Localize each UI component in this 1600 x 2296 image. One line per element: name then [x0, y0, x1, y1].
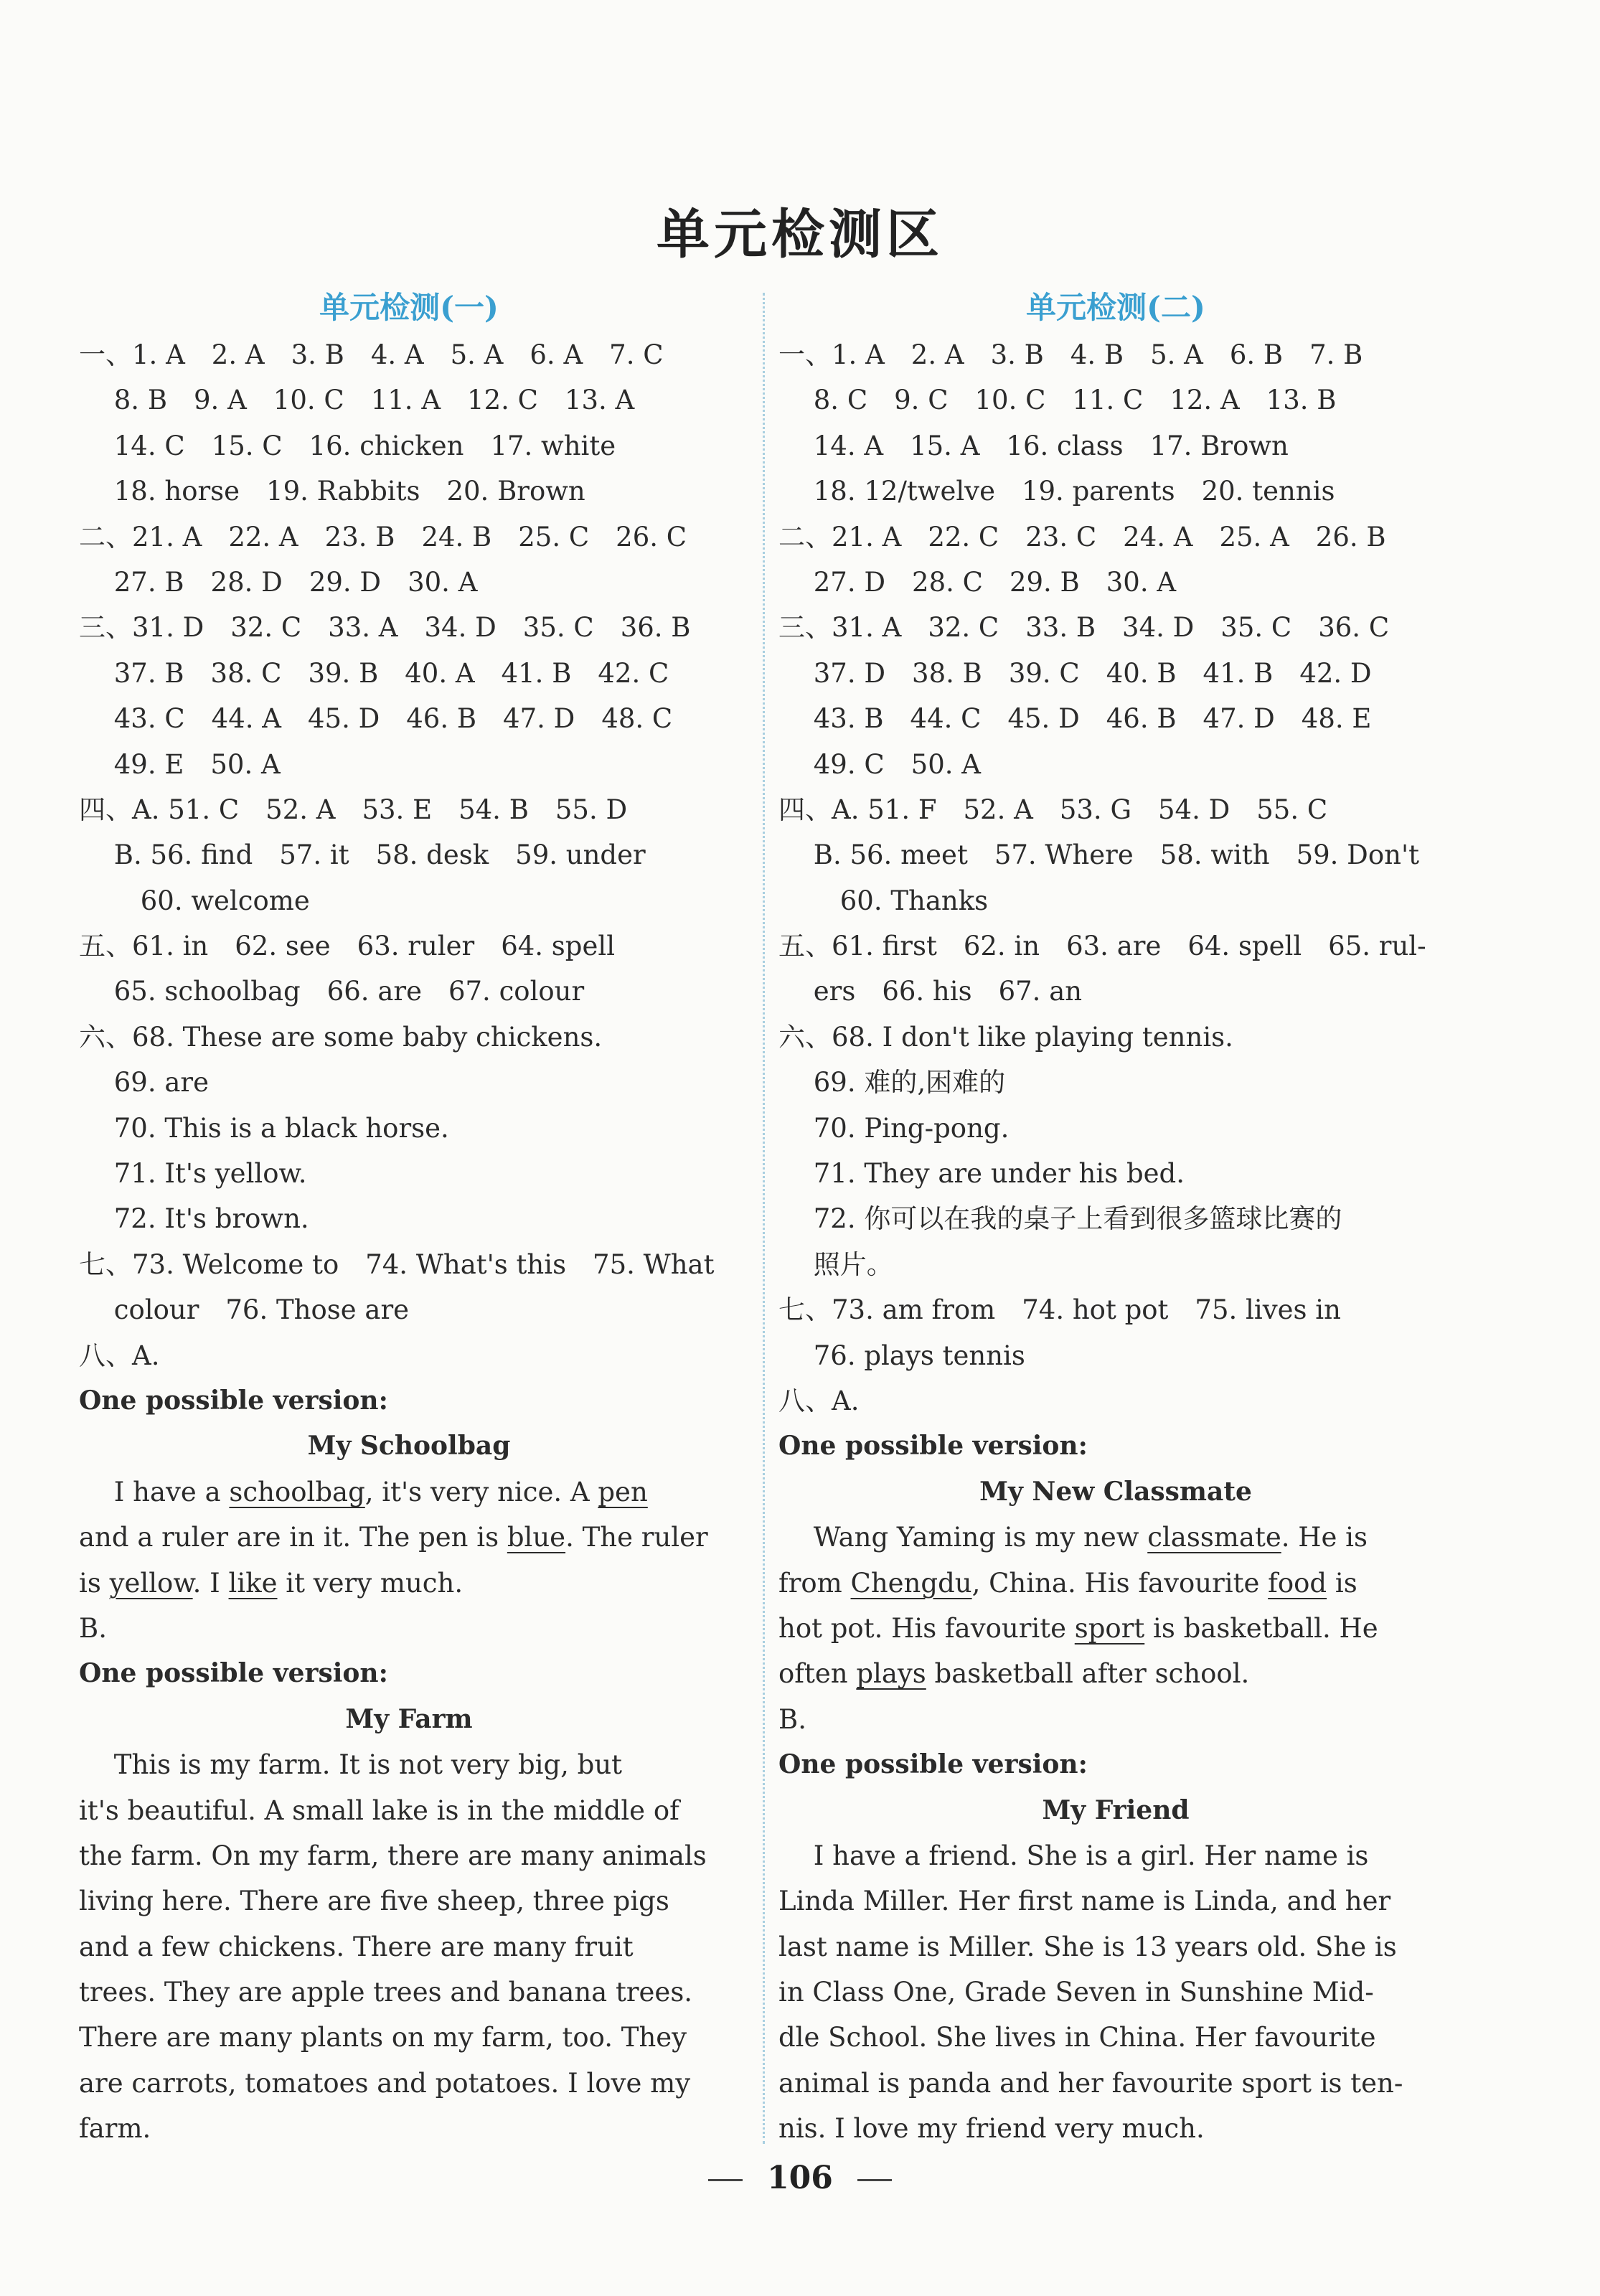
- essay-line: I have a friend. She is a girl. Her name is: [778, 1840, 1369, 1871]
- answer-line: 71. It's yellow.: [79, 1158, 307, 1190]
- possible-version-label: One possible version:: [778, 1431, 1088, 1462]
- essay-text: basketball after school.: [926, 1658, 1250, 1690]
- answer-line: 照片。: [778, 1248, 893, 1280]
- answer-line: B. 56. find 57. it 58. desk 59. under: [79, 839, 646, 871]
- essay-line: nis. I love my friend very much.: [778, 2113, 1205, 2145]
- answer-line: 三、31. A 32. C 33. B 34. D 35. C 36. C: [778, 612, 1390, 644]
- essay-text: I have a: [79, 1476, 230, 1507]
- essay-line: trees. They are apple trees and banana trees.: [79, 1977, 693, 2008]
- answer-line: 43. C 44. A 45. D 46. B 47. D 48. C: [79, 703, 673, 735]
- answer-line: 70. This is a black horse.: [79, 1112, 449, 1144]
- answer-line: 69. are: [79, 1067, 210, 1098]
- answer-line: 27. B 28. D 29. D 30. A: [79, 566, 478, 598]
- essay-b-body: [79, 1742, 739, 2152]
- essay-text: often: [778, 1658, 857, 1690]
- answer-line: 49. E 50. A: [79, 748, 281, 780]
- essay-text: it very much.: [277, 1567, 463, 1599]
- underlined-word: pen: [598, 1476, 648, 1507]
- answer-line: 8. B 9. A 10. C 11. A 12. C 13. A: [79, 385, 635, 416]
- essay-title: My New Classmate: [979, 1476, 1252, 1507]
- answer-line: 14. C 15. C 16. chicken 17. white: [79, 430, 616, 461]
- section-title: 单元检测(一): [319, 290, 499, 325]
- answer-line: 37. D 38. B 39. C 40. B 41. B 42. D: [778, 657, 1372, 689]
- essay-text: . I: [192, 1567, 229, 1599]
- answer-line: 二、21. A 22. A 23. B 24. B 25. C 26. C: [79, 521, 687, 552]
- column-divider: [763, 293, 765, 2144]
- essay-title: My Farm: [345, 1703, 473, 1734]
- page-number-text: 106: [767, 2160, 833, 2196]
- possible-version-label: One possible version:: [79, 1658, 388, 1689]
- essay-line: and a few chickens. There are many fruit: [79, 1931, 634, 1962]
- answer-line: 72. It's brown.: [79, 1203, 309, 1235]
- essay-text: is: [79, 1567, 110, 1599]
- answer-line: 60. welcome: [79, 885, 310, 916]
- essay-title: My Friend: [1042, 1794, 1190, 1825]
- part-b-label: B.: [778, 1703, 806, 1735]
- essay-text: Wang Yaming is my new: [778, 1522, 1148, 1553]
- answer-line: ers 66. his 67. an: [778, 976, 1083, 1007]
- essay-line: There are many plants on my farm, too. They: [79, 2022, 687, 2053]
- essay-title: My Schoolbag: [307, 1431, 511, 1462]
- essay-b-body: [778, 1833, 1453, 2152]
- essay-line: [778, 1561, 1453, 1606]
- answer-line: 69. 难的,困难的: [778, 1067, 1006, 1098]
- answer-line: 72. 你可以在我的桌子上看到很多篮球比赛的: [778, 1203, 1342, 1235]
- essay-line: the farm. On my farm, there are many animals: [79, 1840, 707, 1871]
- essay-text: . He is: [1281, 1522, 1368, 1553]
- essay-text: hot pot. His favourite: [778, 1612, 1075, 1644]
- essay-text: . The ruler: [565, 1522, 708, 1553]
- essay-a-body: [79, 1469, 739, 1606]
- underlined-word: Chengdu: [850, 1567, 972, 1599]
- underlined-word: schoolbag: [229, 1476, 365, 1507]
- answer-line: 18. horse 19. Rabbits 20. Brown: [79, 476, 585, 507]
- possible-version-label: One possible version:: [778, 1749, 1088, 1780]
- essay-text: is: [1327, 1567, 1357, 1599]
- answer-line: 七、73. Welcome to 74. What's this 75. What: [79, 1248, 715, 1280]
- underlined-word: food: [1268, 1567, 1327, 1599]
- essay-line: animal is panda and her favourite sport is ten-: [778, 2067, 1403, 2099]
- answer-line: 五、61. first 62. in 63. are 64. spell 65. rul-: [778, 931, 1426, 962]
- answer-line: 八、A.: [79, 1340, 160, 1371]
- essay-line: living here. There are five sheep, three pigs: [79, 1886, 669, 1917]
- dash-left: [708, 2179, 743, 2181]
- answer-line: 14. A 15. A 16. class 17. Brown: [778, 430, 1289, 461]
- right-column: [778, 283, 1453, 2152]
- essay-line: [79, 1561, 739, 1606]
- answer-line: 二、21. A 22. C 23. C 24. A 25. A 26. B: [778, 521, 1386, 552]
- answer-line: 71. They are under his bed.: [778, 1158, 1185, 1190]
- underlined-word: sport: [1074, 1612, 1145, 1644]
- answer-line: colour 76. Those are: [79, 1294, 410, 1326]
- essay-line: [778, 1651, 1453, 1696]
- essay-text: from: [778, 1567, 851, 1599]
- answer-line: 60. Thanks: [778, 885, 989, 916]
- essay-line: [778, 1606, 1453, 1651]
- answer-line: 27. D 28. C 29. B 30. A: [778, 566, 1177, 598]
- underlined-word: classmate: [1147, 1522, 1281, 1553]
- underlined-word: yellow: [109, 1567, 193, 1599]
- part-b-label: B.: [79, 1612, 107, 1644]
- essay-a-body: [778, 1515, 1453, 1697]
- answer-line: 四、A. 51. F 52. A 53. G 54. D 55. C: [778, 794, 1328, 825]
- answer-line: 76. plays tennis: [778, 1340, 1025, 1371]
- answer-line: 一、1. A 2. A 3. B 4. A 5. A 6. A 7. C: [79, 339, 664, 370]
- answer-line: 三、31. D 32. C 33. A 34. D 35. C 36. B: [79, 612, 691, 644]
- essay-line: [79, 1515, 739, 1560]
- essay-line: [778, 1515, 1453, 1560]
- essay-text: and a ruler are in it. The pen is: [79, 1522, 507, 1553]
- essay-line: last name is Miller. She is 13 years old. She is: [778, 1931, 1397, 1962]
- essay-line: dle School. She lives in China. Her favourite: [778, 2022, 1376, 2053]
- underlined-word: blue: [507, 1522, 566, 1553]
- answer-line: B. 56. meet 57. Where 58. with 59. Don't: [778, 839, 1419, 871]
- answer-line: 八、A.: [778, 1385, 860, 1416]
- answer-list: [778, 332, 1453, 1424]
- essay-line: [79, 1469, 739, 1515]
- answer-line: 七、73. am from 74. hot pot 75. lives in: [778, 1294, 1341, 1326]
- answer-line: 70. Ping-pong.: [778, 1112, 1010, 1144]
- essay-line: This is my farm. It is not very big, but: [79, 1749, 623, 1781]
- answer-line: 四、A. 51. C 52. A 53. E 54. B 55. D: [79, 794, 628, 825]
- essay-text: , it's very nice. A: [364, 1476, 598, 1507]
- answer-line: 49. C 50. A: [778, 748, 981, 780]
- answer-line: 一、1. A 2. A 3. B 4. B 5. A 6. B 7. B: [778, 339, 1363, 370]
- essay-line: are carrots, tomatoes and potatoes. I love my: [79, 2067, 691, 2099]
- page-title: 单元检测区: [657, 204, 943, 265]
- possible-version-label: One possible version:: [79, 1385, 388, 1416]
- essay-line: Linda Miller. Her first name is Linda, and her: [778, 1886, 1391, 1917]
- answer-line: 六、68. I don't like playing tennis.: [778, 1021, 1233, 1053]
- essay-text: , China. His favourite: [971, 1567, 1269, 1599]
- answer-list: [79, 332, 739, 1378]
- answer-line: 65. schoolbag 66. are 67. colour: [79, 976, 585, 1007]
- essay-line: it's beautiful. A small lake is in the middle of: [79, 1794, 679, 1826]
- essay-line: farm.: [79, 2113, 151, 2145]
- essay-text: is basketball. He: [1144, 1612, 1378, 1644]
- section-title: 单元检测(二): [1026, 290, 1205, 325]
- dash-right: [857, 2179, 892, 2181]
- answer-line: 六、68. These are some baby chickens.: [79, 1021, 603, 1053]
- answer-line: 8. C 9. C 10. C 11. C 12. A 13. B: [778, 385, 1337, 416]
- answer-line: 五、61. in 62. see 63. ruler 64. spell: [79, 931, 616, 962]
- underlined-word: like: [228, 1567, 278, 1599]
- underlined-word: plays: [856, 1658, 926, 1690]
- essay-line: in Class One, Grade Seven in Sunshine Mid-: [778, 1977, 1374, 2008]
- answer-line: 37. B 38. C 39. B 40. A 41. B 42. C: [79, 657, 669, 689]
- page-number: [0, 2160, 1600, 2196]
- answer-line: 43. B 44. C 45. D 46. B 47. D 48. E: [778, 703, 1372, 735]
- left-column: [79, 283, 739, 2152]
- answer-line: 18. 12/twelve 19. parents 20. tennis: [778, 476, 1335, 507]
